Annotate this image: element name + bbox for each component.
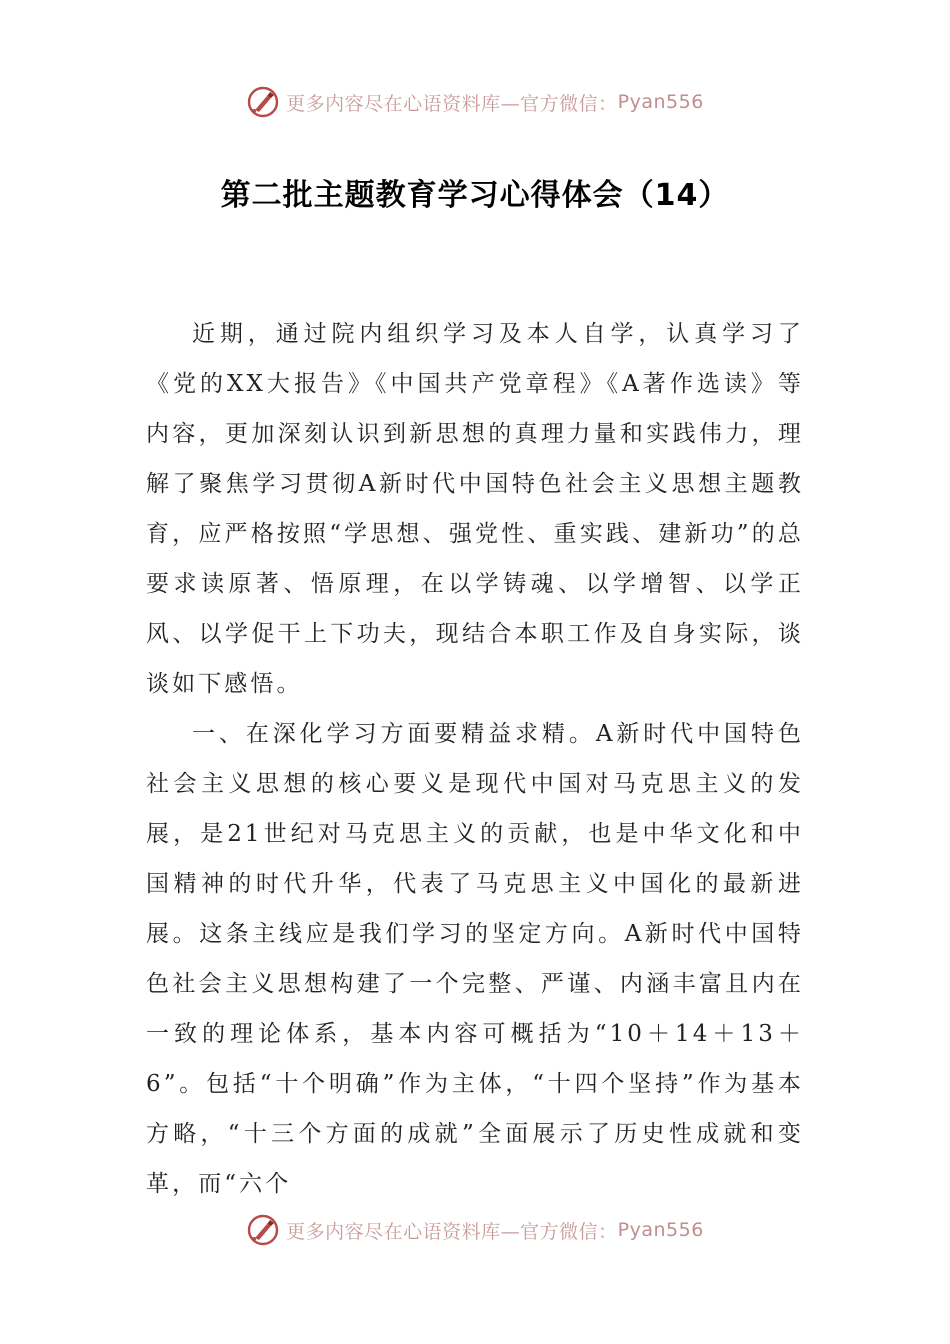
header-watermark-banner (0, 82, 950, 122)
wechat-id: Pyan556 (617, 91, 704, 113)
wechat-id: Pyan556 (617, 1219, 704, 1241)
pen-nib-logo-icon (246, 85, 280, 119)
paragraph-section-one: 一、在深化学习方面要精益求精。A新时代中国特色社会主义思想的核心要义是现代中国对马克思主义的发展，是21世纪对马克思主义的贡献，也是中华文化和中国精神的时代升华，代表了马克思主义中国化的最新进展。这条主线应是我们学习的坚定方向。A新时代中国特色社会主义思想构建了一个完整、严谨、内涵丰富且内在一致的理论体系，基本内容可概括为“10＋14＋13＋6”。包括“十个明确”作为主体，“十四个坚持”作为基本方略，“十三个方面的成就”全面展示了历史性成就和变革，而“六个 (146, 721, 804, 1197)
page-title: 第二批主题教育学习心得体会（14） (220, 178, 730, 213)
document-body (146, 309, 804, 1209)
footer-watermark-banner (0, 1210, 950, 1250)
pen-nib-logo-icon (246, 1213, 280, 1247)
banner-text: 更多内容尽在心语资料库—官方微信： (286, 1220, 618, 1243)
paragraph-intro: 近期，通过院内组织学习及本人自学，认真学习了《党的XX大报告》《中国共产党章程》《A著作选读》等内容，更加深刻认识到新思想的真理力量和实践伟力，理解了聚焦学习贯彻A新时代中国特色社会主义思想主题教育，应严格按照“学思想、强党性、重实践、建新功”的总要求读原著、悟原理，在以学铸魂、以学增智、以学正风、以学促干上下功夫，现结合本职工作及自身实际，谈谈如下感悟。 (146, 321, 804, 697)
banner-text: 更多内容尽在心语资料库—官方微信： (286, 92, 618, 115)
